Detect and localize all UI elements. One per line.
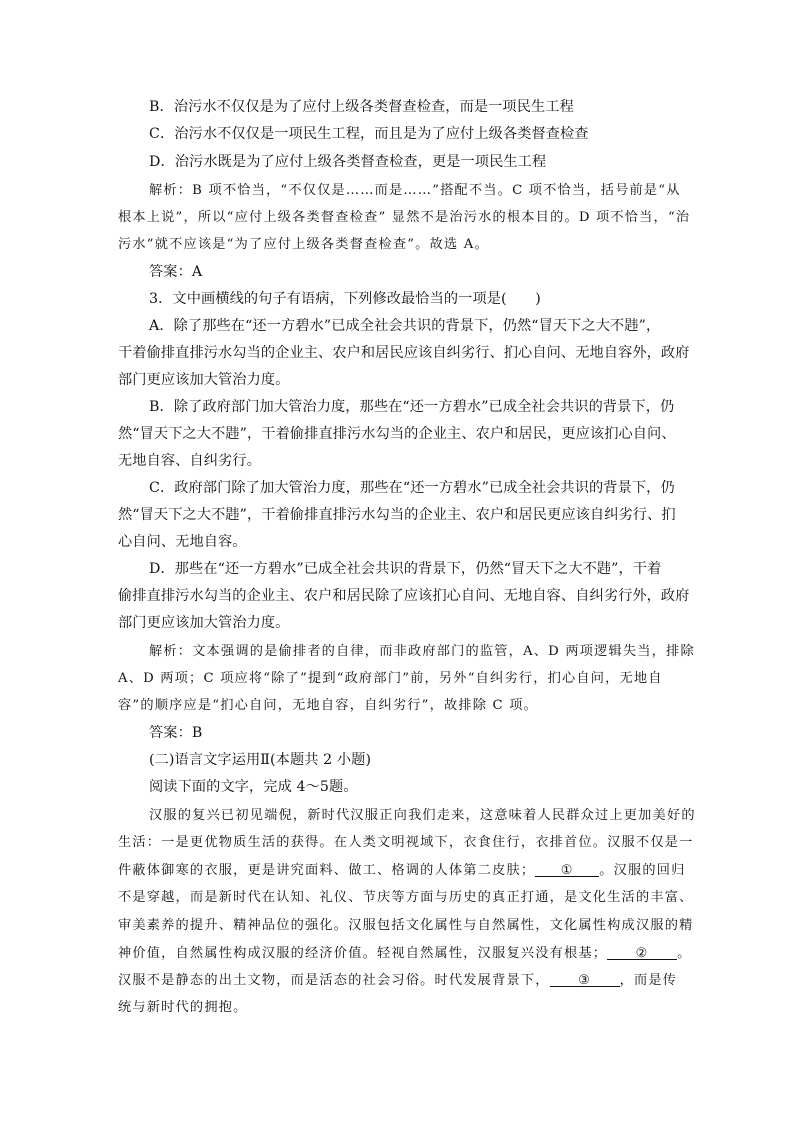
q2-option-d: D．治污水既是为了应付上级各类督查检查，更是一项民生工程	[149, 154, 547, 170]
passage-line-6-text-after: 。	[677, 946, 692, 961]
fill-blank-3[interactable]	[550, 973, 620, 988]
q3-option-d-line-3: 部门更应该加大管治力度。	[118, 615, 290, 631]
q3-option-a-line-2: 干着偷排直排污水勾当的企业主、农户和居民应该自纠劣行、扪心自问、无地自容外，政府	[118, 345, 690, 361]
passage-line-7-text-before: 汉服不是静态的出土文物，而是活态的社会习俗。时代发展背景下，	[118, 973, 550, 988]
q3-analysis-line-1: 解析：文本强调的是偷排者的自律，而非政府部门的监管，A、D 两项逻辑失当，排除	[149, 644, 695, 659]
fill-blank-1-number: ①	[560, 863, 574, 878]
section-instruction: 阅读下面的文字，完成 4～5题。	[149, 779, 358, 795]
fill-blank-2[interactable]	[607, 946, 677, 961]
q3-option-b-line-3: 无地自容、自纠劣行。	[118, 453, 261, 469]
q3-option-d-line-2: 偷排直排污水勾当的企业主、农户和居民除了应该扪心自问、无地自容、自纠劣行外，政府	[118, 588, 690, 604]
q3-option-b-line-1: B．除了政府部门加大管治力度，那些在“还一方碧水”已成全社会共识的背景下，仍	[149, 399, 675, 415]
passage-line-2: 生活：一是更优物质生活的获得。在人类文明视域下，衣食住行，衣排首位。汉服不仅是一	[118, 835, 694, 850]
q2-analysis-line-2: 根本上说”，所以“应付上级各类督查检查” 显然不是治污水的根本目的。D 项不恰当，“治	[118, 210, 691, 225]
passage-line-1: 汉服的复兴已初见端倪，新时代汉服正向我们走来，这意味着人民群众过上更加美好的	[149, 808, 696, 823]
q3-option-d-line-1: D．那些在“还一方碧水”已成全社会共识的背景下，仍然“冒天下之大不韪”，干着	[149, 561, 662, 577]
passage-line-5: 审美素养的提升、精神品位的强化。汉服包括文化属性与自然属性，文化属性构成汉服的精	[118, 918, 694, 933]
q2-answer: 答案：A	[149, 264, 203, 280]
q3-answer: 答案：B	[149, 725, 203, 741]
q2-analysis-line-1: 解析：B 项不恰当，“不仅仅是……而是……”搭配不当。C 项不恰当，括号前是“从	[149, 183, 681, 198]
q3-option-c-line-2: 然“冒天下之大不韪”，干着偷排直排污水勾当的企业主、农户和居民更应该自纠劣行、扪	[118, 507, 676, 523]
q2-option-c: C．治污水不仅仅是一项民生工程，而且是为了应付上级各类督查检查	[149, 126, 589, 142]
passage-line-7-text-after: ，而是传	[619, 973, 678, 988]
passage-line-7	[118, 969, 677, 988]
q3-analysis-line-2: A、D 两项；C 项应将“除了”提到“政府部门”前，另外“自纠劣行，扪心自问，无地自	[118, 671, 663, 686]
q2-option-b: B．治污水不仅仅是为了应付上级各类督查检查，而是一项民生工程	[149, 99, 574, 115]
q3-option-c-line-3: 心自问、无地自容。	[118, 534, 247, 550]
q3-stem: 3．文中画横线的句子有语病，下列修改最恰当的一项是( )	[149, 291, 541, 307]
section-heading: (二)语言文字运用Ⅱ(本题共 2 小题)	[149, 752, 372, 768]
passage-line-6	[118, 942, 692, 961]
fill-blank-3-number: ③	[578, 973, 592, 988]
q3-option-a-line-1: A．除了那些在“还一方碧水”已成全社会共识的背景下，仍然“冒天下之大不韪”，	[149, 318, 661, 334]
q3-option-c-line-1: C．政府部门除了加大管治力度，那些在“还一方碧水”已成全社会共识的背景下，仍	[149, 480, 675, 496]
fill-blank-2-number: ②	[635, 946, 649, 961]
passage-line-3	[118, 859, 686, 878]
q3-analysis-line-3: 容”的顺序应是“扪心自问，无地自容，自纠劣行”，故排除 C 项。	[118, 698, 538, 713]
passage-line-3-text-before: 件蔽体御寒的衣服，更是讲究面料、做工、格调的人体第二皮肤；	[118, 863, 536, 878]
q3-option-a-line-3: 部门更应该加大管治力度。	[118, 372, 290, 388]
passage-line-8: 统与新时代的拥抱。	[118, 1000, 248, 1015]
passage-line-6-text-before: 神价值，自然属性构成汉服的经济价值。轻视自然属性，汉服复兴没有根基；	[118, 946, 608, 961]
q3-option-b-line-2: 然“冒天下之大不韪”，干着偷排直排污水勾当的企业主、农户和居民，更应该扪心自问、	[118, 426, 676, 442]
passage-line-4: 不是穿越，而是新时代在认知、礼仪、节庆等方面与历史的真正打通，是文化生活的丰富、	[118, 890, 694, 905]
passage-line-3-text-after: 。汉服的回归	[599, 863, 686, 878]
q2-analysis-line-3: 污水”就不应该是“为了应付上级各类督查检查”。故选 A。	[118, 237, 489, 252]
fill-blank-1[interactable]	[535, 863, 599, 878]
